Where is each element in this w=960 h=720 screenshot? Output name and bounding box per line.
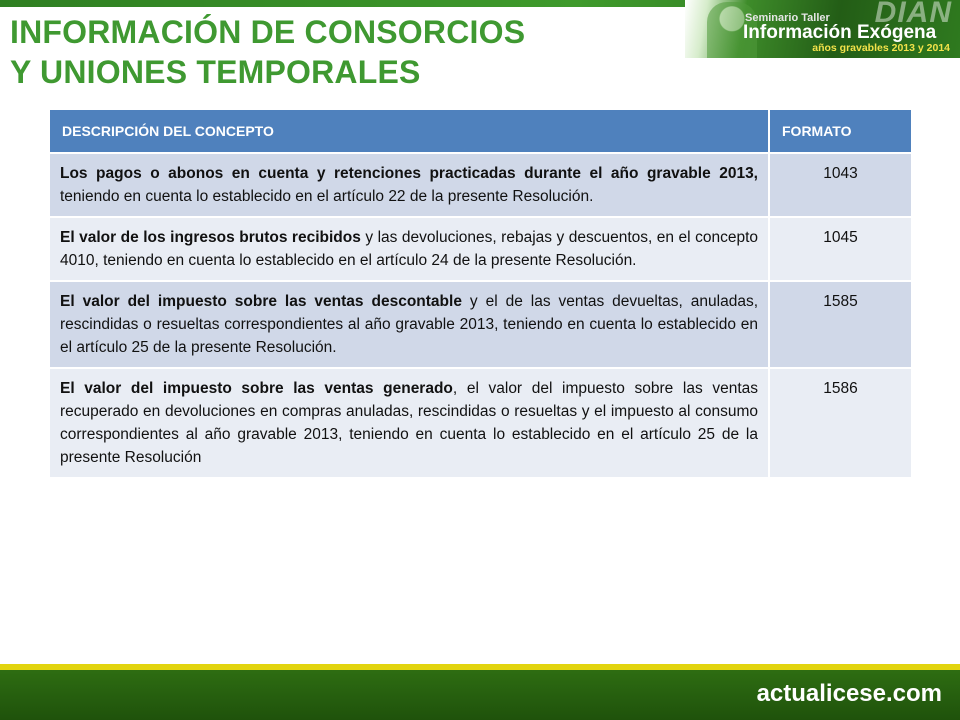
banner-title: Información Exógena	[743, 22, 937, 43]
header-descripcion: DESCRIPCIÓN DEL CONCEPTO	[49, 109, 769, 153]
concepts-table	[48, 108, 913, 479]
concept-detail: y el de las ventas devueltas, anuladas, rescindidas o resueltas correspondientes al año gravable 2013, teniendo en cuenta lo establecido en el artículo 25 de la presente Resolución.	[60, 293, 758, 356]
brand-link[interactable]: actualicese.com	[756, 680, 942, 707]
concept-detail: teniendo en cuenta lo establecido en el artículo 22 de la presente Resolución.	[60, 188, 594, 205]
format-code: 1585	[769, 281, 912, 368]
table-row	[49, 281, 912, 368]
banner-subtitle: Seminario Taller	[745, 12, 830, 24]
table-row	[49, 153, 912, 217]
concept-description	[49, 217, 769, 281]
banner-years: años gravables 2013 y 2014	[812, 42, 950, 54]
concept-detail: , el valor del impuesto sobre las ventas recuperado en devoluciones en compras anuladas, rescindidas o resueltas y el impuesto al consumo correspondientes al año gravable 2013, teniendo en cuenta lo establecido en el artículo 25 de la presente Resolución	[60, 380, 758, 466]
dian-logo: DIAN	[874, 0, 952, 29]
seminar-banner	[685, 0, 960, 58]
concept-description	[49, 153, 769, 217]
slide-title-line-2: Y UNIONES TEMPORALES	[10, 54, 421, 90]
format-code: 1043	[769, 153, 912, 217]
table-row	[49, 217, 912, 281]
concept-detail: y las devoluciones, rebajas y descuentos, en el concepto 4010, teniendo en cuenta lo establecido en el artículo 24 de la presente Resolución.	[60, 229, 759, 269]
table-row	[49, 368, 912, 478]
header-formato: FORMATO	[769, 109, 912, 153]
concept-description	[49, 368, 769, 478]
footer-bar	[0, 670, 960, 720]
slide-title-line-1: INFORMACIÓN DE CONSORCIOS	[10, 14, 526, 50]
table-header-row	[49, 109, 912, 153]
format-code: 1045	[769, 217, 912, 281]
concept-highlight: Los pagos o abonos en cuenta y retenciones practicadas durante el año gravable 2013,	[60, 165, 758, 182]
concept-description	[49, 281, 769, 368]
format-code: 1586	[769, 368, 912, 478]
slide-title	[10, 12, 525, 92]
concept-highlight: El valor de los ingresos brutos recibidos	[60, 229, 361, 246]
concept-highlight: El valor del impuesto sobre las ventas generado	[60, 380, 453, 397]
concept-highlight: El valor del impuesto sobre las ventas descontable	[60, 293, 462, 310]
